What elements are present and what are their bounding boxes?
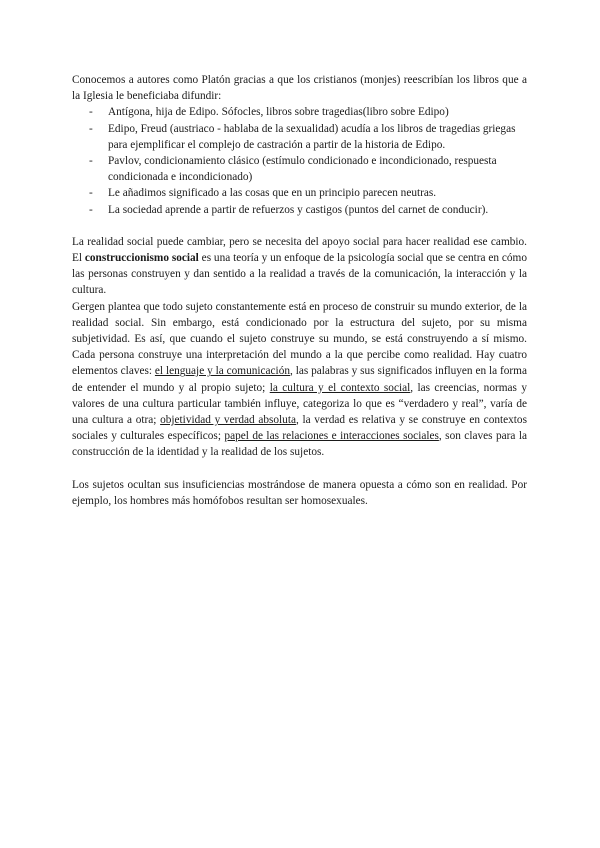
closing-paragraph: Los sujetos ocultan sus insuficiencias mostrándose de manera opuesta a cómo son en realidad. Por ejemplo, los hombres más homófobos resultan ser homosexuales. — [72, 478, 527, 507]
document-body — [72, 72, 527, 509]
key-term: construccionismo social — [84, 252, 199, 265]
list-item: - Le añadimos significado a las cosas que en un principio parecen neutras. — [72, 185, 527, 201]
bullet-list — [72, 104, 527, 217]
underlined-term: objetividad y verdad absoluta — [160, 414, 296, 427]
list-item: - Antígona, hija de Edipo. Sófocles, libros sobre tragedias(libro sobre Edipo) — [72, 104, 527, 120]
list-item: - La sociedad aprende a partir de refuerzos y castigos (puntos del carnet de conducir). — [72, 202, 527, 218]
intro-paragraph: Conocemos a autores como Platón gracias a que los cristianos (monjes) reescribían los libros que a la Iglesia le beneficiaba difundir: — [72, 74, 527, 103]
list-item: - Pavlov, condicionamiento clásico (estímulo condicionado e incondicionado, respuesta condicionada e incondicionado) — [72, 153, 527, 185]
gergen-paragraph: Gergen plantea que todo sujeto constantemente está en proceso de construir su mundo exterior, de la realidad social. Sin embargo, está condicionado por la estructura del sujeto, por su misma subjetividad. Es así, que cuando el sujeto construye su mundo, se está construyendo a sí mismo. Cada persona construye una interpretación del mundo a la que percibe como realidad. Hay cuatro elementos claves: el lenguaje y la comunicación, las palabras y sus significados influyen en la forma de entender el mundo y al propio sujeto; la cultura y el contexto social, las creencias, normas y valores de una cultura particular también influye, categoriza lo que es “verdadero y real”, varía de una cultura a otra; objetividad y verdad absoluta, la verdad es relativa y se construye en contextos sociales y culturales específicos; papel de las relaciones e interacciones sociales, son claves para la construcción de la identidad y la realidad de los sujetos. — [72, 300, 528, 459]
social-reality-paragraph: La realidad social puede cambiar, pero se necesita del apoyo social para hacer realidad ese cambio. El construccionismo social es una teoría y un enfoque de la psicología social que se centra en cómo las personas construyen y dan sentido a la realidad a través de la comunicación, la interacción y la cultura. — [72, 235, 527, 297]
underlined-term: el lenguaje y la comunicación — [154, 365, 290, 378]
list-item: - Edipo, Freud (austriaco - hablaba de la sexualidad) acudía a los libros de tragedias griegas para ejemplificar el complejo de castración a partir de la historia de Edipo. — [72, 121, 527, 153]
underlined-term: papel de las relaciones e interacciones sociales — [224, 430, 439, 443]
underlined-term: la cultura y el contexto social — [269, 381, 411, 394]
